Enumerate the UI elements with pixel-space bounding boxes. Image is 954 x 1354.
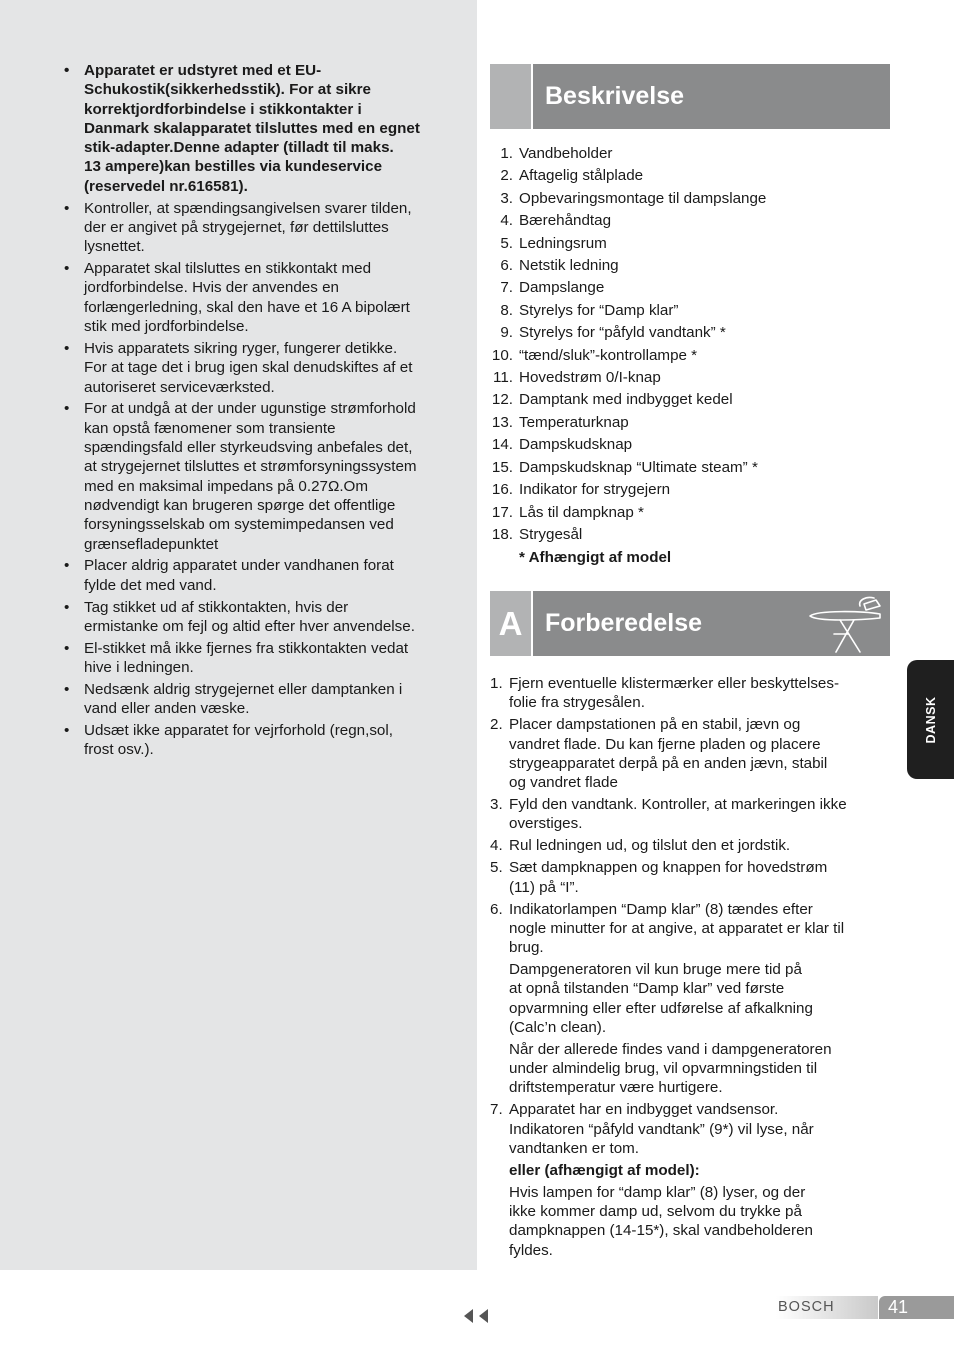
item-number: 15. (491, 458, 513, 476)
item-label: Opbevaringsmontage til dampslange (519, 189, 767, 207)
bullet: • (64, 199, 70, 217)
description-item (490, 278, 890, 297)
item-label: Styrelys for “påfyld vandtank” * (519, 324, 726, 342)
safety-item-text: Udsæt ikke apparatet for vejrforhold (regn,sol, frost osv.). (84, 722, 393, 759)
preparation-title: Forberedelse (545, 609, 703, 637)
item-text: Sæt dampknappen og knappen for hovedstrøm (11) på “I”. (509, 859, 828, 896)
prep-item7-bold: eller (afhængigt af model): (509, 1161, 700, 1179)
description-item (490, 323, 890, 342)
item-number: 5. (490, 859, 503, 877)
brand-logo: BOSCH (776, 1296, 878, 1319)
description-item (490, 435, 890, 454)
safety-item-text: Hvis apparatets sikring ryger, fungerer detikke. For at tage det i brug igen skal denudskiftes af et autoriseret serviceværksted. (84, 339, 413, 396)
description-title: Beskrivelse (545, 82, 685, 110)
description-item (490, 144, 890, 163)
item-paragraph: Dampgeneratoren vil kun bruge mere tid på at opnå tilstanden “Damp klar” ved første opvarmning eller efter udførelse af afkalkning (Calc’n clean). (509, 961, 813, 1036)
safety-item-text: Apparatet skal tilsluttes en stikkontakt med jordforbindelse. Hvis der anvendes en forlængerledning, skal den have et 16 A bipolært stik med jordforbindelse. (84, 260, 410, 336)
item-number: 8. (500, 301, 513, 319)
bullet: • (64, 260, 70, 278)
item-number: 1. (500, 145, 513, 162)
description-note: * Afhængigt af model (519, 549, 672, 566)
item-text: Indikatorlampen “Damp klar” (8) tændes efter nogle minutter for at angive, at apparatet er klar til brug. (509, 900, 845, 957)
item-number: 4. (490, 837, 503, 855)
item-number: 2. (500, 167, 513, 185)
safety-panel (0, 0, 477, 1270)
item-number: 4. (500, 212, 513, 230)
item-label: Dampskudsknap “Ultimate steam” * (519, 458, 758, 476)
item-label: Dampslange (519, 279, 605, 297)
item-paragraph: Når der allerede findes vand i dampgeneratoren under almindelig brug, vil opvarmningstiden til driftstemperatur være hurtigere. (509, 1040, 832, 1097)
item-label: Aftagelig stålplade (519, 167, 644, 185)
item-number: 1. (490, 675, 503, 692)
description-item (490, 480, 890, 499)
description-item (490, 503, 890, 522)
safety-item-text: Tag stikket ud af stikkontakten, hvis der ermistanke om fejl og altid efter hver anvendelse. (84, 598, 415, 635)
description-list (490, 144, 890, 547)
bullet: • (64, 639, 70, 657)
item-number: 9. (500, 324, 513, 342)
item-text: Rul ledningen ud, og tilslut den et jordstik. (509, 837, 791, 855)
preparation-item (490, 674, 890, 712)
page-number: 41 (879, 1296, 954, 1319)
bullet: • (64, 400, 70, 418)
item-number: 10. (491, 346, 513, 364)
item-label: Dampskudsknap (519, 436, 633, 454)
safety-item-text: El-stikket må ikke fjernes fra stikkontakten vedat hive i ledningen. (84, 639, 409, 677)
item-number: 2. (490, 716, 503, 734)
safety-item (62, 199, 464, 257)
item-text: Fjern eventuelle klistermærker eller beskyttelses- folie fra strygesålen. (509, 675, 840, 712)
item-label: Strygesål (519, 525, 583, 543)
safety-item-text: Nedsænk aldrig strygejernet eller damptanken i vand eller anden væske. (84, 680, 403, 718)
safety-list (62, 61, 464, 762)
description-item (490, 234, 890, 253)
description-header (490, 64, 890, 129)
item-label: Temperaturknap (519, 413, 629, 431)
description-header-box (490, 64, 531, 129)
safety-item-text: Kontroller, at spændingsangivelsen svarer tilden, der er angivet på strygejernet, før dettilsluttes lysnettet. (84, 199, 412, 256)
preparation-letter: A (490, 591, 531, 656)
bullet: • (64, 598, 70, 616)
item-label: Damptank med indbygget kedel (519, 391, 733, 409)
preparation-item (490, 858, 890, 896)
preparation-header (490, 591, 890, 656)
description-item (490, 390, 890, 409)
item-label: Netstik ledning (519, 257, 619, 275)
item-label: Styrelys for “Damp klar” (519, 301, 679, 319)
prep-item7-text: Apparatet har en indbygget vandsensor. Indikatoren “påfyld vandtank” (9*) vil lyse, når vandtanken er tom. (509, 1101, 814, 1157)
safety-item-text: For at undgå at der under ugunstige strømforhold kan opstå fænomener som transiente spændingsfald eller styrkeudsving anbefales det, at strygejernet tilsluttes et strømforsyningssystem med en maksimal impedans på 0.27Ω.Om nødvendigt kan brugeren spørge det offentlige forsyningsselskab om systemimpedansen ved grænsefladepunktet (84, 400, 417, 553)
safety-item (62, 598, 464, 637)
description-item (490, 189, 890, 208)
safety-item (62, 399, 464, 553)
item-label: Hovedstrøm 0/I-knap (519, 369, 661, 387)
prep-item7-extra: Hvis lampen for “damp klar” (8) lyser, og der ikke kommer damp ud, selvom du trykke på dampknappen (14-15*), skal vandbeholderen fyldes. (509, 1183, 813, 1259)
safety-item (62, 721, 464, 760)
item-number: 11. (493, 369, 513, 387)
item-number: 3. (500, 189, 513, 207)
description-item (490, 368, 890, 387)
item-text: Placer dampstationen på en stabil, jævn og vandret flade. Du kan fjerne pladen og placere strygeapparatet derpå på en anden jævn, stabil og vandret flade (509, 716, 828, 791)
safety-item (62, 639, 464, 678)
description-item (490, 346, 890, 365)
ironing-board-icon (804, 594, 884, 654)
list-item: 7. Apparatet har en indbygget vandsensor. Indikatoren “påfyld vandtank” (9*) vil lyse, når vandtanken er tom. eller (afhængigt af model): Hvis lampen for “damp klar” (8) lyser, og der ikke kommer damp ud, selvom du trykke på dampknappen (14-15*), skal vandbeholderen fyldes. (490, 1100, 890, 1259)
description-item (490, 211, 890, 230)
item-number: 13. (491, 413, 513, 431)
item-number: 5. (500, 234, 513, 252)
double-left-arrow-icon (463, 1308, 491, 1324)
preparation-item (490, 795, 890, 833)
item-number: 6. (490, 900, 503, 918)
item-number: 18. (491, 525, 513, 543)
description-item (490, 458, 890, 477)
preparation-item (490, 900, 890, 1098)
bullet: • (64, 680, 70, 698)
preparation-list (490, 674, 890, 1263)
item-number: 17. (491, 503, 513, 521)
bullet: • (64, 722, 70, 740)
description-item (490, 166, 890, 185)
language-tab-label: DANSK (923, 696, 938, 743)
item-number: 7. (500, 279, 513, 297)
description-item (490, 301, 890, 320)
safety-item (62, 339, 464, 397)
item-number: 14. (491, 436, 513, 454)
preparation-item (490, 836, 890, 855)
description-item (490, 525, 890, 544)
bullet: • (64, 339, 70, 357)
safety-item-text: Apparatet er udstyret med et EU- Schukostik(sikkerhedsstik). For at sikre korrektjordforbindelse i stikkontakter i Danmark skalapparatet tilsluttes med en egnet stik-adapter.Denne adapter (tilladt til maks. 13 ampere)kan bestilles via kundeservice (reservedel nr.616581). (84, 62, 420, 195)
item-number: 16. (491, 481, 513, 499)
safety-item (62, 61, 464, 196)
description-item (490, 256, 890, 275)
item-label: Vandbeholder (519, 145, 613, 162)
description-item (490, 413, 890, 432)
safety-item (62, 556, 464, 595)
item-label: Bærehåndtag (519, 212, 612, 230)
item-number: 3. (490, 796, 503, 813)
language-tab (907, 660, 954, 779)
item-number: 12. (491, 391, 513, 409)
item-label: “tænd/sluk”-kontrollampe * (519, 346, 698, 364)
item-text: Fyld den vandtank. Kontroller, at markeringen ikke overstiges. (509, 796, 847, 833)
item-label: Lås til dampknap * (519, 503, 644, 521)
bullet: • (64, 62, 70, 79)
item-number: 6. (500, 257, 513, 275)
item-label: Indikator for strygejern (519, 481, 671, 499)
safety-item (62, 259, 464, 336)
preparation-item (490, 715, 890, 792)
bullet: • (64, 557, 70, 575)
item-label: Ledningsrum (519, 234, 607, 252)
safety-item (62, 680, 464, 719)
safety-item-text: Placer aldrig apparatet under vandhanen forat fylde det med vand. (84, 557, 394, 594)
